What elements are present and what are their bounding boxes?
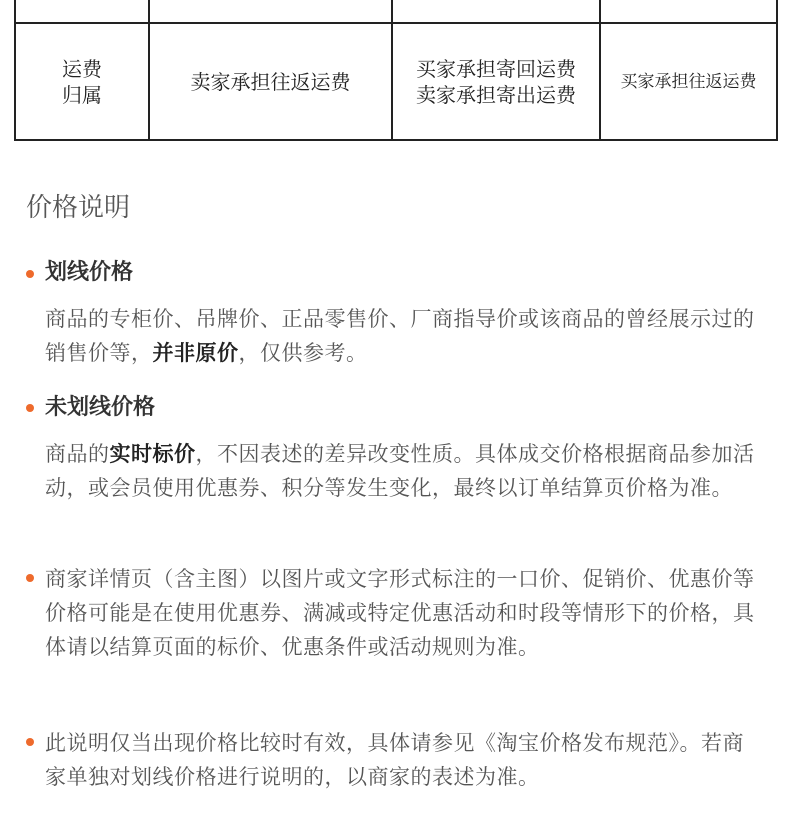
- table-cell: [15, 0, 149, 23]
- table-cell: [149, 0, 392, 23]
- item-desc-struck-price: [45, 302, 757, 370]
- shipping-label-line1: 运费: [62, 56, 102, 81]
- note-detail-page-price: 商家详情页（含主图）以图片或文字形式标注的一口价、促销价、优惠价等价格可能是在使用优惠券、满减或特定优惠活动和时段等情形下的价格，具体请以结算页面的标价、优惠条件或活动规则为准。: [45, 567, 755, 659]
- table-row-shipping: [15, 23, 777, 140]
- bullet-dot: [26, 270, 34, 278]
- item-title-struck-price: 划线价格: [45, 260, 134, 285]
- desc-text: ，仅供参考。: [238, 341, 368, 365]
- table-cell: [392, 0, 600, 23]
- desc-text: 商品的: [45, 442, 110, 466]
- item-desc-unstruck-price: [45, 437, 757, 505]
- desc-bold: 实时标价: [109, 442, 196, 466]
- shipping-split-line1: 买家承担寄回运费: [416, 56, 576, 81]
- shipping-split-line2: 卖家承担寄出运费: [416, 82, 576, 107]
- bullet-dot: [26, 574, 34, 582]
- bullet-dot: [26, 738, 34, 746]
- shipping-label-line2: 归属: [62, 82, 102, 107]
- shipping-label-cell: [15, 23, 149, 140]
- shipping-table: [14, 0, 778, 141]
- shipping-buyer-both-cell: 买家承担往返运费: [600, 23, 777, 140]
- table-row-top: [15, 0, 777, 23]
- item-title-unstruck-price: 未划线价格: [45, 395, 156, 420]
- desc-bold: 并非原价: [152, 341, 239, 365]
- bullet-dot: [26, 404, 34, 412]
- note-validity: 此说明仅当出现价格比较时有效，具体请参见《淘宝价格发布规范》。若商家单独对划线价格进行说明的，以商家的表述为准。: [45, 731, 744, 789]
- desc-text: ，不因表述的差异改变性质。具体成交价格根据商品参加活动，或会员使用优惠券、积分等发生变化，最终以订单结算页价格为准。: [45, 442, 755, 500]
- shipping-split-cell: [392, 23, 600, 140]
- desc-text: 商品的专柜价、吊牌价、正品零售价、厂商指导价或该商品的曾经展示过的销售价等，: [45, 307, 755, 365]
- shipping-seller-both-cell: 卖家承担往返运费: [149, 23, 392, 140]
- table-cell: [600, 0, 777, 23]
- price-section-title: 价格说明: [26, 193, 131, 223]
